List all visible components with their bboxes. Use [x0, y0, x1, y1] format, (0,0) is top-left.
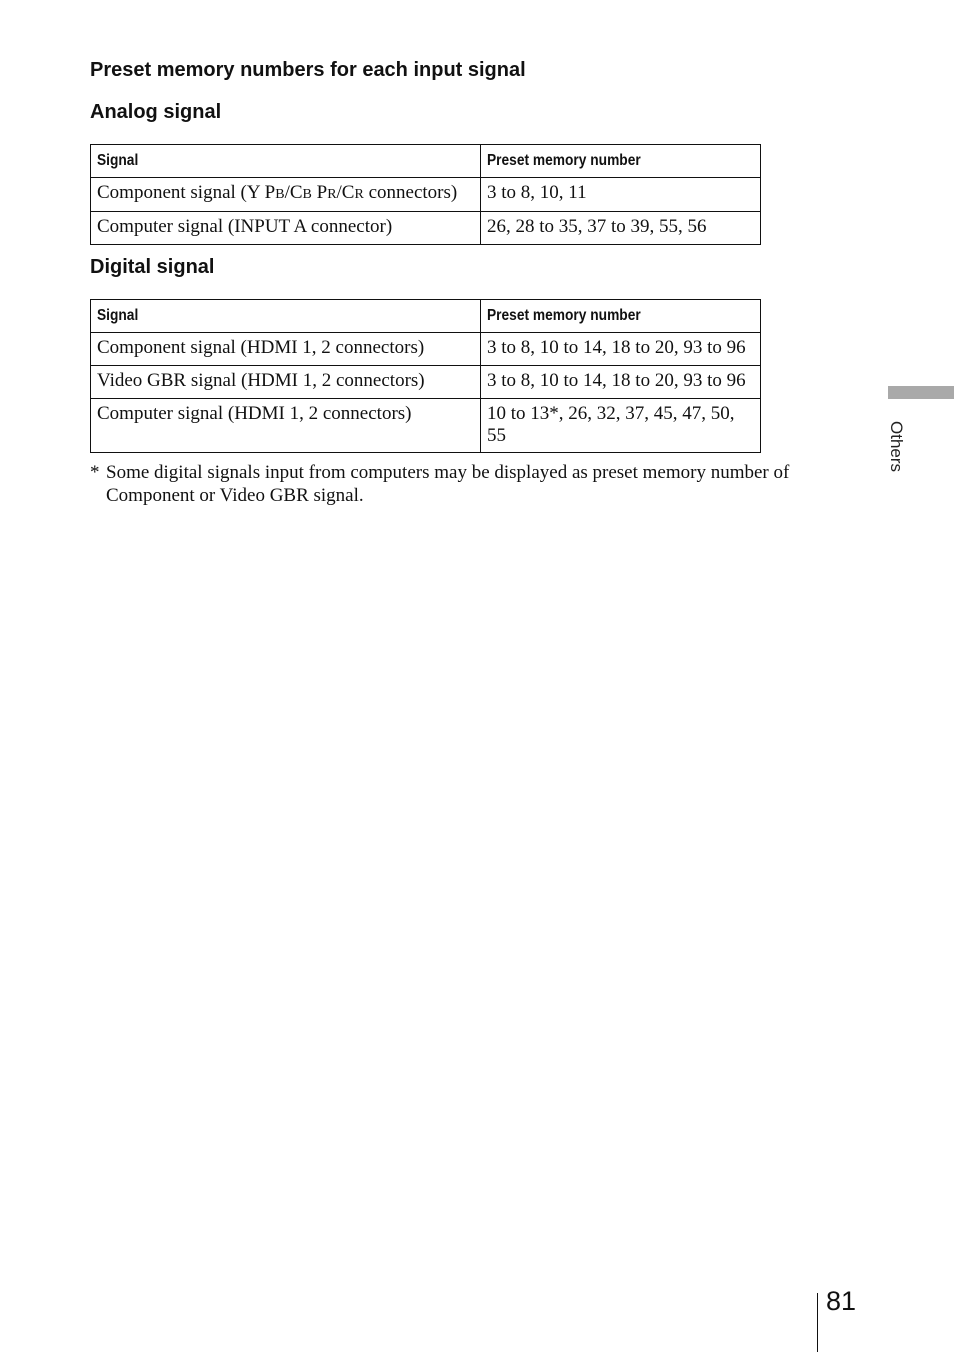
column-header-preset-memory-number: Preset memory number: [481, 145, 761, 178]
digital-signal-table: [90, 299, 761, 453]
column-header-signal: Signal: [91, 300, 481, 333]
signal-cell: Computer signal (HDMI 1, 2 connectors): [91, 399, 481, 453]
table-row: [91, 399, 761, 453]
signal-cell: Component signal (HDMI 1, 2 connectors): [91, 333, 481, 366]
table-row: [91, 212, 761, 245]
preset-cell: 3 to 8, 10 to 14, 18 to 20, 93 to 96: [481, 333, 761, 366]
footnote: [90, 461, 810, 507]
digital-signal-heading: Digital signal: [90, 256, 215, 278]
preset-cell: 10 to 13*, 26, 32, 37, 45, 47, 50, 55: [481, 399, 761, 453]
section-title: Preset memory numbers for each input signal: [90, 59, 526, 81]
footnote-text: Some digital signals input from computers may be displayed as preset memory number of Component or Video GBR signal.: [106, 462, 790, 506]
table-header-row: [91, 300, 761, 333]
table-row: [91, 333, 761, 366]
side-tab-label: Others: [887, 421, 906, 473]
signal-cell: Video GBR signal (HDMI 1, 2 connectors): [91, 366, 481, 399]
table-row: [91, 178, 761, 212]
footnote-marker: *: [90, 462, 100, 483]
column-header-signal: Signal: [91, 145, 481, 178]
signal-cell: Computer signal (INPUT A connector): [91, 212, 481, 245]
preset-cell: 3 to 8, 10, 11: [481, 178, 761, 212]
page-number: 81: [826, 1286, 857, 1316]
page-number-rule: [817, 1293, 818, 1352]
preset-cell: 3 to 8, 10 to 14, 18 to 20, 93 to 96: [481, 366, 761, 399]
side-tab-bar: [888, 386, 954, 399]
column-header-preset-memory-number: Preset memory number: [481, 300, 761, 333]
table-header-row: [91, 145, 761, 178]
table-row: [91, 366, 761, 399]
preset-cell: 26, 28 to 35, 37 to 39, 55, 56: [481, 212, 761, 245]
analog-signal-heading: Analog signal: [90, 101, 222, 123]
signal-cell: Component signal (Y PB/CB PR/CR connectors): [91, 178, 481, 212]
analog-signal-table: [90, 144, 761, 245]
